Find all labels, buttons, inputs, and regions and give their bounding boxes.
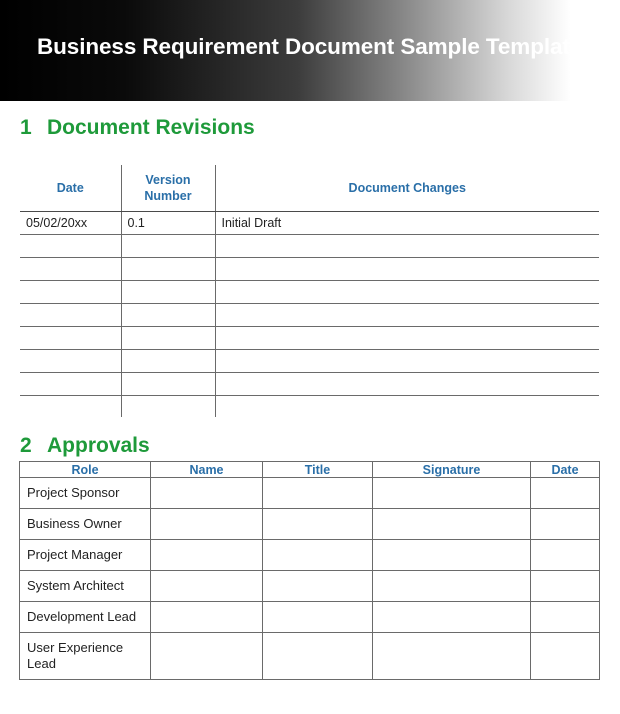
table-row (20, 396, 599, 418)
table-row (20, 281, 599, 304)
revision-changes-cell (215, 235, 599, 258)
section-heading-revisions (20, 116, 255, 140)
table-row (20, 327, 599, 350)
approval-role-label: Project Sponsor (27, 485, 120, 500)
approval-date-cell (531, 509, 600, 540)
table-row (20, 212, 599, 235)
revision-version-cell (121, 373, 215, 396)
revision-changes-cell (215, 396, 599, 418)
column-header-date: Date (531, 462, 600, 478)
revision-version-cell: 0.1 (121, 212, 215, 235)
table-row (20, 540, 600, 571)
approval-role-cell (20, 571, 151, 602)
column-header-signature: Signature (373, 462, 531, 478)
revision-version-cell (121, 258, 215, 281)
approval-signature-cell (373, 571, 531, 602)
table-row (20, 304, 599, 327)
column-header-name: Name (151, 462, 263, 478)
approval-role-cell (20, 602, 151, 633)
approval-name-cell (151, 509, 263, 540)
table-row (20, 602, 600, 633)
approval-role-label: Project Manager (27, 547, 123, 562)
approval-date-cell (531, 602, 600, 633)
approval-name-cell (151, 571, 263, 602)
approval-role-label: Business Owner (27, 516, 122, 531)
approval-title-cell (263, 633, 373, 680)
approvals-table (19, 461, 600, 680)
revision-changes-cell: Initial Draft (215, 212, 599, 235)
revision-date-cell (20, 258, 121, 281)
approval-title-cell (263, 602, 373, 633)
approval-role-label: User Experience Lead (27, 640, 124, 671)
approval-signature-cell (373, 540, 531, 571)
approval-date-cell (531, 633, 600, 680)
approval-name-cell (151, 540, 263, 571)
revision-changes-cell (215, 281, 599, 304)
revision-version-cell (121, 327, 215, 350)
approval-title-cell (263, 478, 373, 509)
approval-name-cell (151, 633, 263, 680)
approval-date-cell (531, 478, 600, 509)
approval-role-cell (20, 478, 151, 509)
column-header-role: Role (20, 462, 151, 478)
approval-role-cell (20, 633, 151, 680)
approval-role-label: Development Lead (27, 609, 137, 624)
document-title: Business Requirement Document Sample Template (37, 34, 583, 59)
title-banner (0, 0, 620, 101)
revision-date-cell (20, 396, 121, 418)
approvals-table-body (20, 478, 600, 680)
approval-title-cell (263, 540, 373, 571)
approval-name-cell (151, 478, 263, 509)
section-number: 2 (20, 434, 32, 457)
column-header-version-label: Version Number (144, 173, 192, 203)
revision-changes-cell (215, 258, 599, 281)
approval-signature-cell (373, 478, 531, 509)
revision-changes-cell (215, 373, 599, 396)
revision-date-cell (20, 373, 121, 396)
column-header-title: Title (263, 462, 373, 478)
revision-date-cell (20, 281, 121, 304)
table-row (20, 373, 599, 396)
revision-changes-cell (215, 304, 599, 327)
approval-signature-cell (373, 509, 531, 540)
approval-name-cell (151, 602, 263, 633)
revision-version-cell (121, 235, 215, 258)
revision-version-cell (121, 281, 215, 304)
section-title: Approvals (47, 434, 150, 457)
approval-title-cell (263, 571, 373, 602)
approval-date-cell (531, 540, 600, 571)
table-header-row (20, 165, 599, 212)
section-heading-approvals (20, 434, 150, 458)
revision-date-cell: 05/02/20xx (20, 212, 121, 235)
column-header-changes: Document Changes (215, 165, 599, 212)
revision-date-cell (20, 235, 121, 258)
table-row (20, 350, 599, 373)
table-row (20, 509, 600, 540)
revision-version-cell (121, 350, 215, 373)
table-row (20, 258, 599, 281)
column-header-version (121, 165, 215, 212)
revision-version-cell (121, 304, 215, 327)
revision-version-cell (121, 396, 215, 418)
table-row (20, 633, 600, 680)
approval-role-label: System Architect (27, 578, 124, 593)
revision-changes-cell (215, 350, 599, 373)
revision-changes-cell (215, 327, 599, 350)
approval-signature-cell (373, 633, 531, 680)
table-row (20, 478, 600, 509)
revision-date-cell (20, 327, 121, 350)
table-row (20, 235, 599, 258)
approval-role-cell (20, 540, 151, 571)
revision-date-cell (20, 304, 121, 327)
revisions-table (20, 165, 599, 417)
revisions-table-body (20, 212, 599, 418)
section-number: 1 (20, 116, 32, 139)
table-row (20, 571, 600, 602)
approval-date-cell (531, 571, 600, 602)
revision-date-cell (20, 350, 121, 373)
table-header-row (20, 462, 600, 478)
column-header-date: Date (20, 165, 121, 212)
approval-role-cell (20, 509, 151, 540)
approval-title-cell (263, 509, 373, 540)
section-title: Document Revisions (47, 116, 255, 139)
approval-signature-cell (373, 602, 531, 633)
